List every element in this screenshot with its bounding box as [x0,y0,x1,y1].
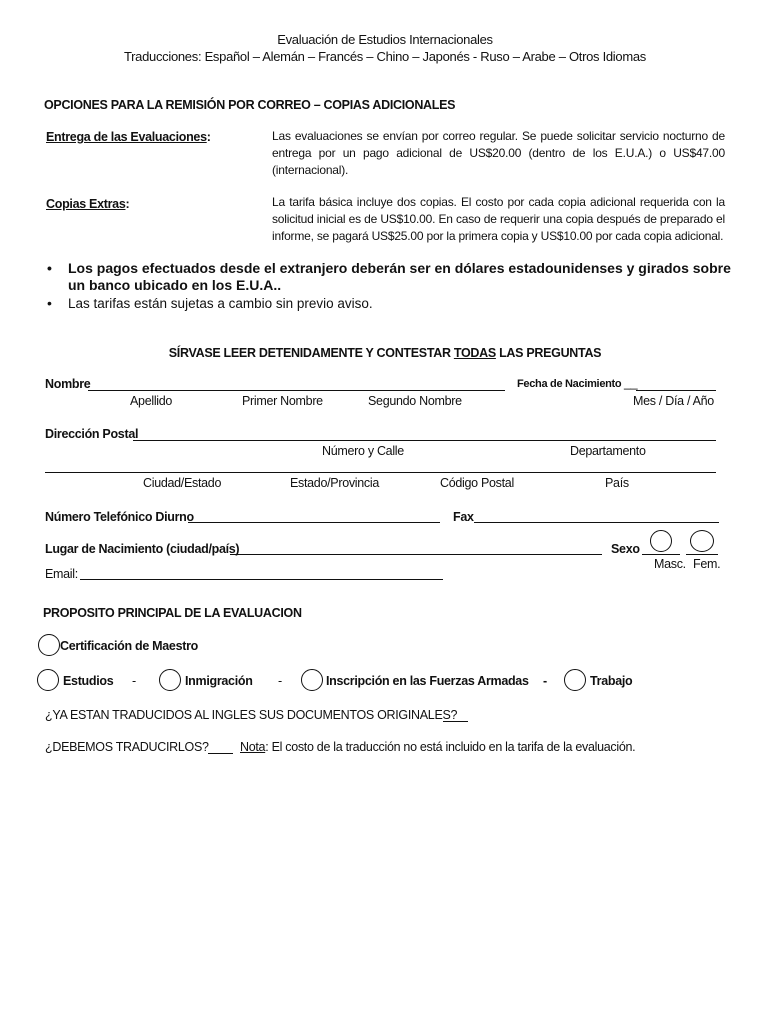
fax-label: Fax [453,510,474,524]
instructions-suffix: LAS PREGUNTAS [495,346,602,360]
should-translate-answer-line[interactable] [208,753,233,754]
studies-label: Estudios [63,674,114,688]
female-caption: Fem. [693,557,721,571]
note-label: Nota [240,740,266,754]
work-radio[interactable] [564,669,586,691]
notices-list [44,260,734,312]
surname-caption: Apellido [130,394,173,408]
email-input-line[interactable] [80,579,443,580]
birthplace-label: Lugar de Nacimiento (ciudad/país) [45,542,240,556]
translated-answer-line[interactable] [443,721,468,722]
street-caption: Número y Calle [322,444,404,458]
address-label: Dirección Postal [45,427,139,441]
translation-note [240,740,635,754]
delivery-text: Las evaluaciones se envían por correo regular. Se puede solicitar servicio nocturno de entrega por un pago adicional de US$20.00 (dentro de los E.U.A.) o US$47.00 (internacional). [272,129,725,177]
birthplace-input-line[interactable] [230,554,602,555]
instructions [0,346,770,360]
sex-female-line [686,554,718,555]
date-format-caption: Mes / Día / Año [633,394,714,408]
middle-name-caption: Segundo Nombre [368,394,462,408]
name-input-line[interactable] [88,390,505,391]
studies-radio[interactable] [37,669,59,691]
teacher-cert-label: Certificación de Maestro [60,639,198,653]
birth-date-prefix: __ [624,376,638,390]
extra-copies-label [46,197,129,211]
immigration-radio[interactable] [159,669,181,691]
name-label: Nombre [45,377,91,391]
birth-date-label: Fecha de Nacimiento [517,378,622,390]
zip-caption: Código Postal [440,476,514,490]
purpose-heading: PROPOSITO PRINCIPAL DE LA EVALUACION [43,606,302,620]
notice-rates: • Las tarifas están sujetas a cambio sin previo aviso. [44,295,734,312]
translated-question: ¿YA ESTAN TRADUCIDOS AL INGLES SUS DOCUMENTOS ORIGINALES? [45,708,458,722]
note-text: : El costo de la traducción no está incluido en la tarifa de la evaluación. [265,740,636,754]
email-label: Email: [45,567,78,581]
sex-male-line [642,554,680,555]
armed-forces-radio[interactable] [301,669,323,691]
state-caption: Estado/Provincia [290,476,379,490]
phone-label: Número Telefónico Diurno [45,510,194,524]
sex-label: Sexo [611,542,640,556]
dash-1: - [132,674,136,688]
first-name-caption: Primer Nombre [242,394,323,408]
city-input-line[interactable] [45,472,716,473]
teacher-cert-radio[interactable] [38,634,60,656]
mail-options-heading: OPCIONES PARA LA REMISIÓN POR CORREO – COPIAS ADICIONALES [44,98,456,112]
apartment-caption: Departamento [570,444,646,458]
dash-3: - [543,674,547,688]
extra-copies-label-colon: : [125,197,130,211]
extra-copies-text: La tarifa básica incluye dos copias. El costo por cada copia adicional requerida con la solicitud inicial es de US$10.00. En caso de requerir una copia después de preparado el informe, se pagará US$25.00 por la primera copia y US$10.00 por cada copia adicional. [272,195,725,243]
birth-date-input-line[interactable] [636,390,716,391]
phone-input-line[interactable] [188,522,440,523]
delivery-label-text: Entrega de las Evaluaciones [46,130,207,144]
instructions-prefix: SÍRVASE LEER DETENIDAMENTE Y CONTESTAR [168,346,454,360]
should-translate-question: ¿DEBEMOS TRADUCIRLOS? [45,740,209,754]
armed-forces-label: Inscripción en las Fuerzas Armadas [326,674,529,688]
fax-input-line[interactable] [474,522,719,523]
address-input-line[interactable] [133,440,716,441]
instructions-emphasis: TODAS [453,346,496,360]
city-caption: Ciudad/Estado [143,476,222,490]
delivery-label-colon: : [206,130,211,144]
country-caption: País [605,476,629,490]
male-radio[interactable] [650,530,672,552]
extra-copies-label-text: Copias Extras [46,197,126,211]
female-radio[interactable] [690,530,714,552]
work-label: Trabajo [590,674,633,688]
delivery-label [46,130,211,144]
notice-payments: • Los pagos efectuados desde el extranjero deberán ser en dólares estadounidenses y girados sobre un banco ubicado en los E.U.A.. [44,260,734,294]
male-caption: Masc. [654,557,686,571]
dash-2: - [278,674,282,688]
immigration-label: Inmigración [185,674,253,688]
document-subtitle: Traducciones: Español – Alemán – Francés – Chino – Japonés - Ruso – Arabe – Otros Idiomas [123,49,646,64]
document-title: Evaluación de Estudios Internacionales [277,32,493,47]
